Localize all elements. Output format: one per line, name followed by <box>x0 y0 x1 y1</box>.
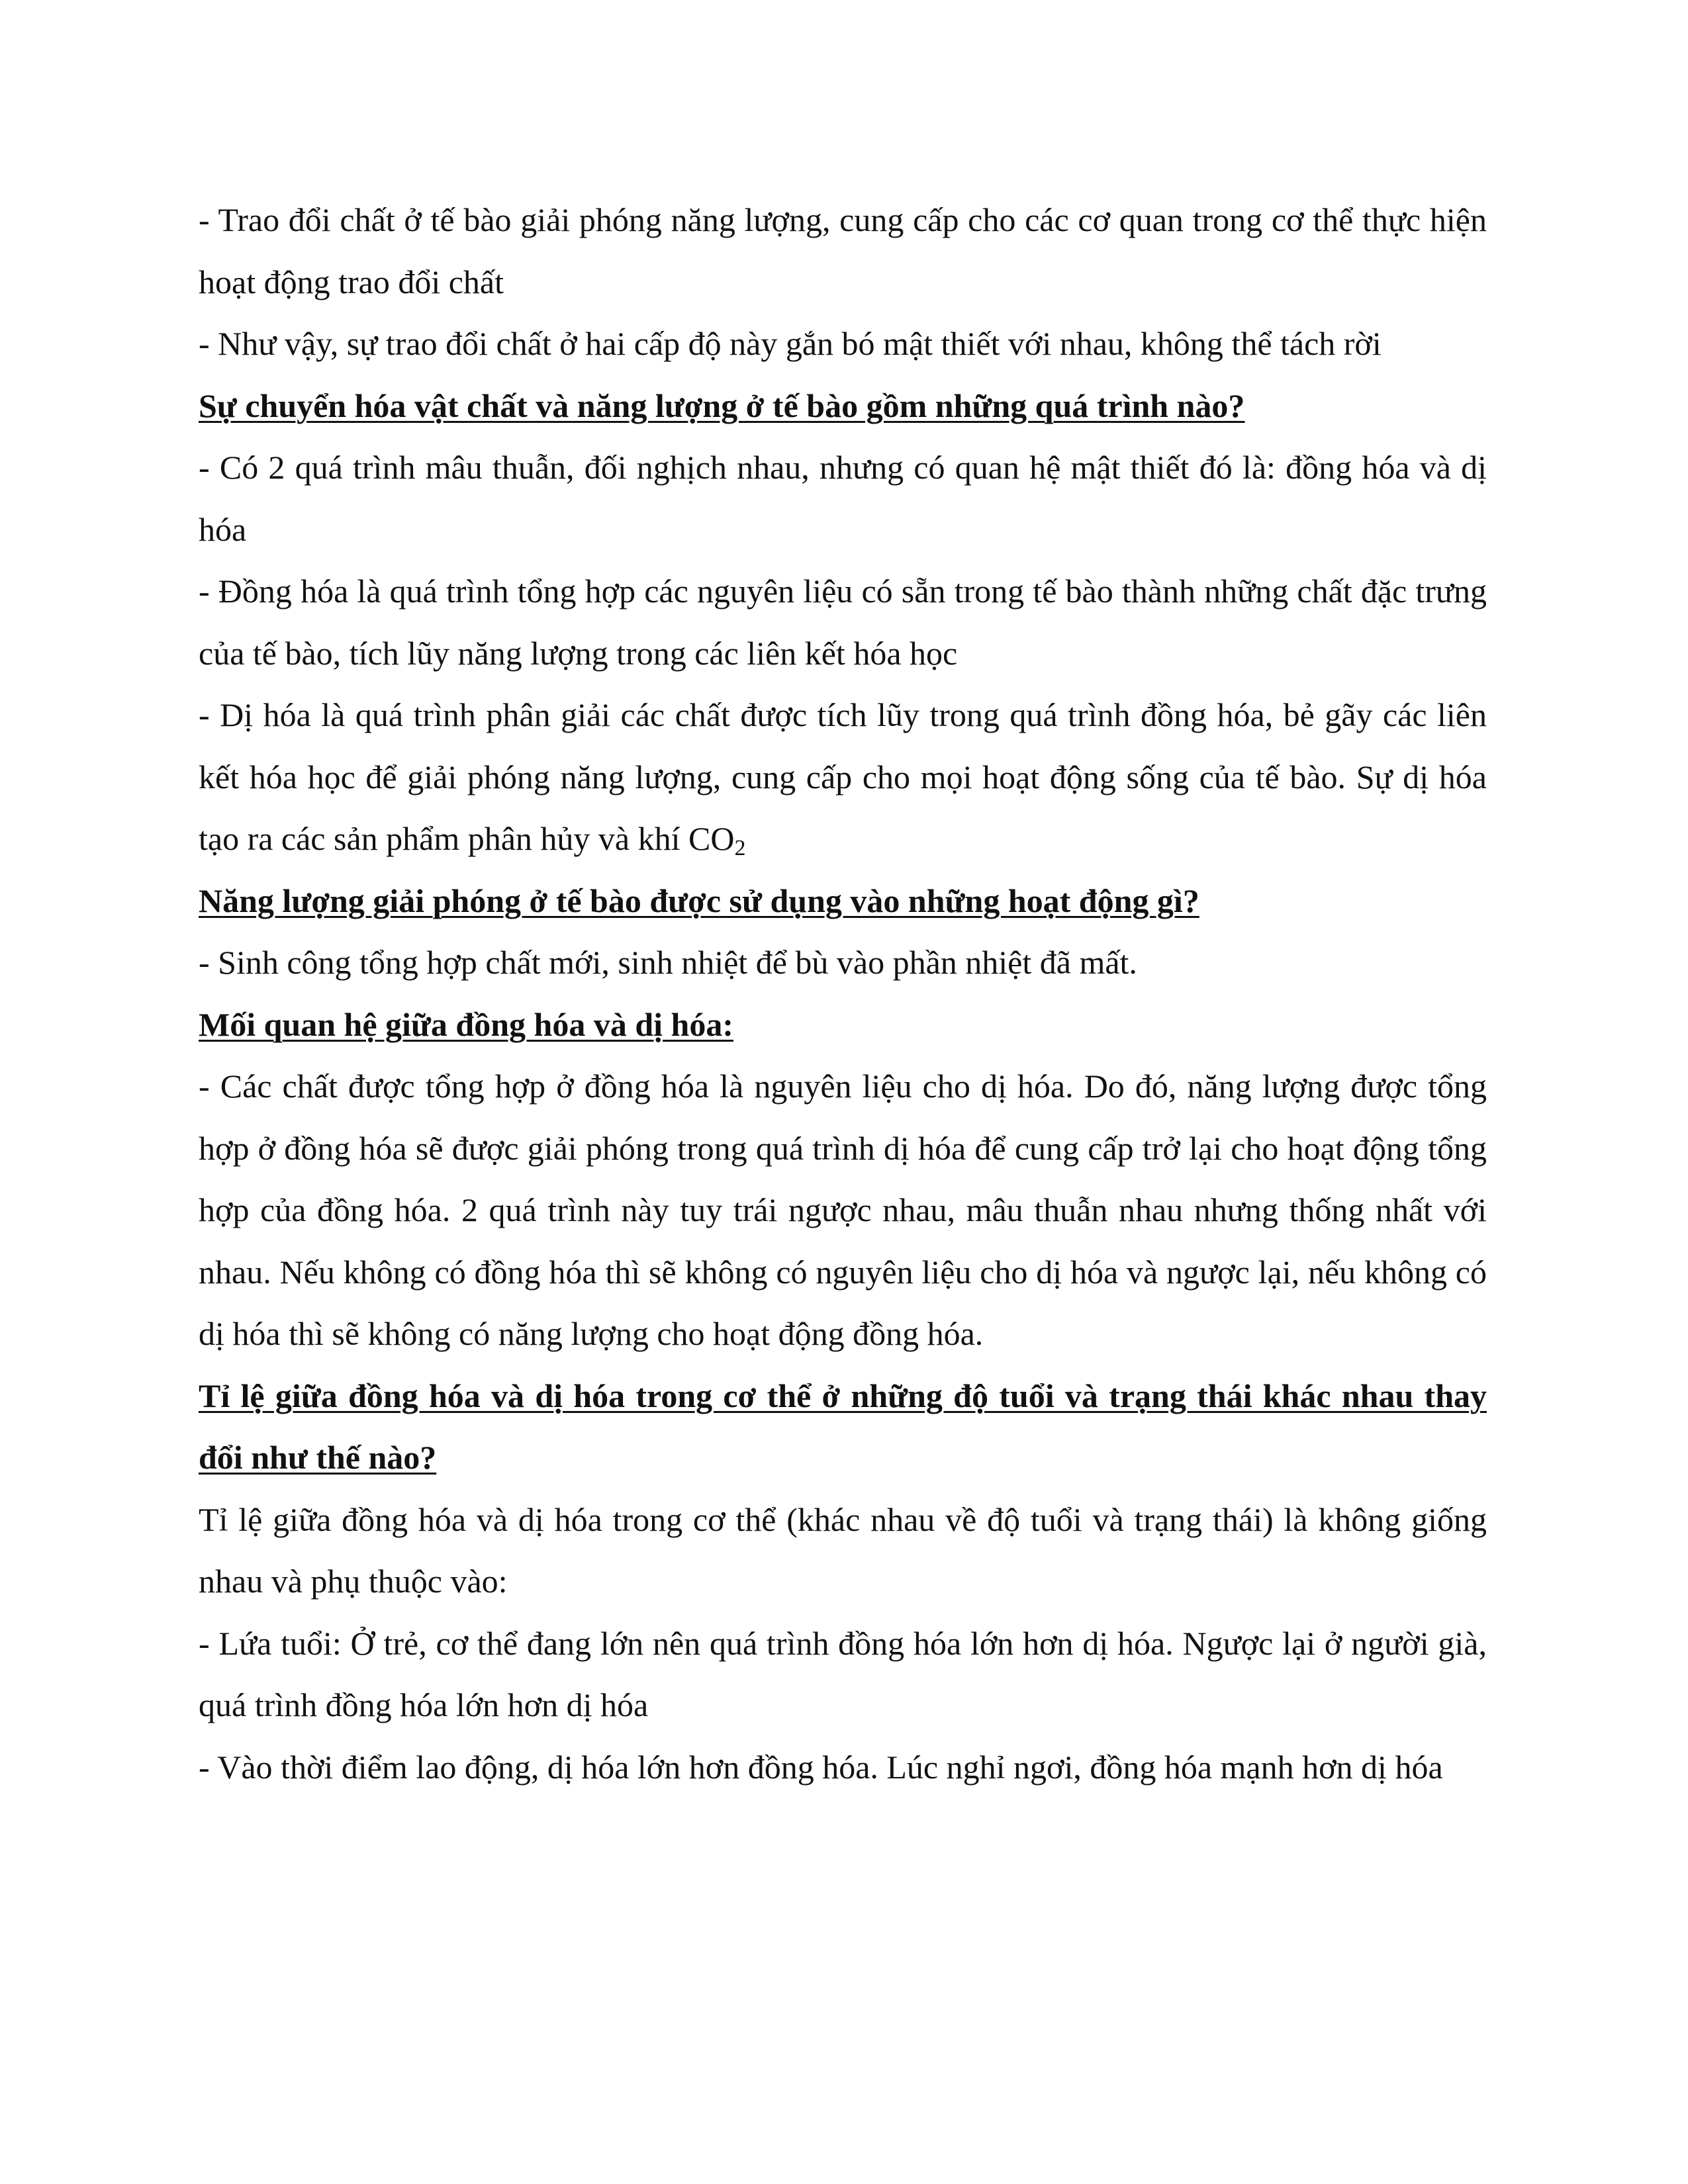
document-page <box>199 189 1487 1798</box>
heading-ratio: Tỉ lệ giữa đồng hóa và dị hóa trong cơ thể ở những độ tuổi và trạng thái khác nhau thay đổi như thế nào? <box>199 1377 1487 1476</box>
paragraph-inseparable: - Như vậy, sự trao đổi chất ở hai cấp độ này gắn bó mật thiết với nhau, không thể tách rời <box>199 325 1382 362</box>
paragraph-two-processes: - Có 2 quá trình mâu thuẫn, đối nghịch nhau, nhưng có quan hệ mật thiết đó là: đồng hóa và dị hóa <box>199 449 1487 548</box>
heading-relationship: Mối quan hệ giữa đồng hóa và dị hóa: <box>199 1005 733 1043</box>
paragraph-relationship: - Các chất được tổng hợp ở đồng hóa là nguyên liệu cho dị hóa. Do đó, năng lượng được tổng hợp ở đồng hóa sẽ được giải phóng trong quá trình dị hóa để cung cấp trở lại cho hoạt động tổng hợp của đồng hóa. 2 quá trình này tuy trái ngược nhau, mâu thuẫn nhau nhưng thống nhất với nhau. Nếu không có đồng hóa thì sẽ không có nguyên liệu cho dị hóa và ngược lại, nếu không có dị hóa thì sẽ không có năng lượng cho hoạt động đồng hóa. <box>199 1068 1487 1352</box>
paragraph-catabolism <box>199 684 1487 870</box>
paragraph-energy-release: - Trao đổi chất ở tế bào giải phóng năng lượng, cung cấp cho các cơ quan trong cơ thể thực hiện hoạt động trao đổi chất <box>199 201 1487 300</box>
paragraph-work-rest: - Vào thời điểm lao động, dị hóa lớn hơn đồng hóa. Lúc nghỉ ngơi, đồng hóa mạnh hơn dị hóa <box>199 1748 1443 1786</box>
co2-subscript: 2 <box>734 836 746 860</box>
paragraph-age: - Lứa tuổi: Ở trẻ, cơ thể đang lớn nên quá trình đồng hóa lớn hơn dị hóa. Ngược lại ở người già, quá trình đồng hóa lớn hơn dị hóa <box>199 1624 1487 1723</box>
paragraph-anabolism: - Đồng hóa là quá trình tổng hợp các nguyên liệu có sẵn trong tế bào thành những chất đặc trưng của tế bào, tích lũy năng lượng trong các liên kết hóa học <box>199 572 1487 672</box>
paragraph-energy-use: - Sinh công tổng hợp chất mới, sinh nhiệt để bù vào phần nhiệt đã mất. <box>199 944 1137 981</box>
paragraph-ratio-intro: Tỉ lệ giữa đồng hóa và dị hóa trong cơ thể (khác nhau về độ tuổi và trạng thái) là không giống nhau và phụ thuộc vào: <box>199 1500 1487 1600</box>
heading-conversion-processes: Sự chuyển hóa vật chất và năng lượng ở tế bào gồm những quá trình nào? <box>199 387 1245 424</box>
heading-energy-use: Năng lượng giải phóng ở tế bào được sử dụng vào những hoạt động gì? <box>199 882 1199 919</box>
catabolism-text: - Dị hóa là quá trình phân giải các chất được tích lũy trong quá trình đồng hóa, bẻ gãy các liên kết hóa học để giải phóng năng lượng, cung cấp cho mọi hoạt động sống của tế bào. Sự dị hóa tạo ra các sản phẩm phân hủy và khí CO <box>199 696 1487 857</box>
